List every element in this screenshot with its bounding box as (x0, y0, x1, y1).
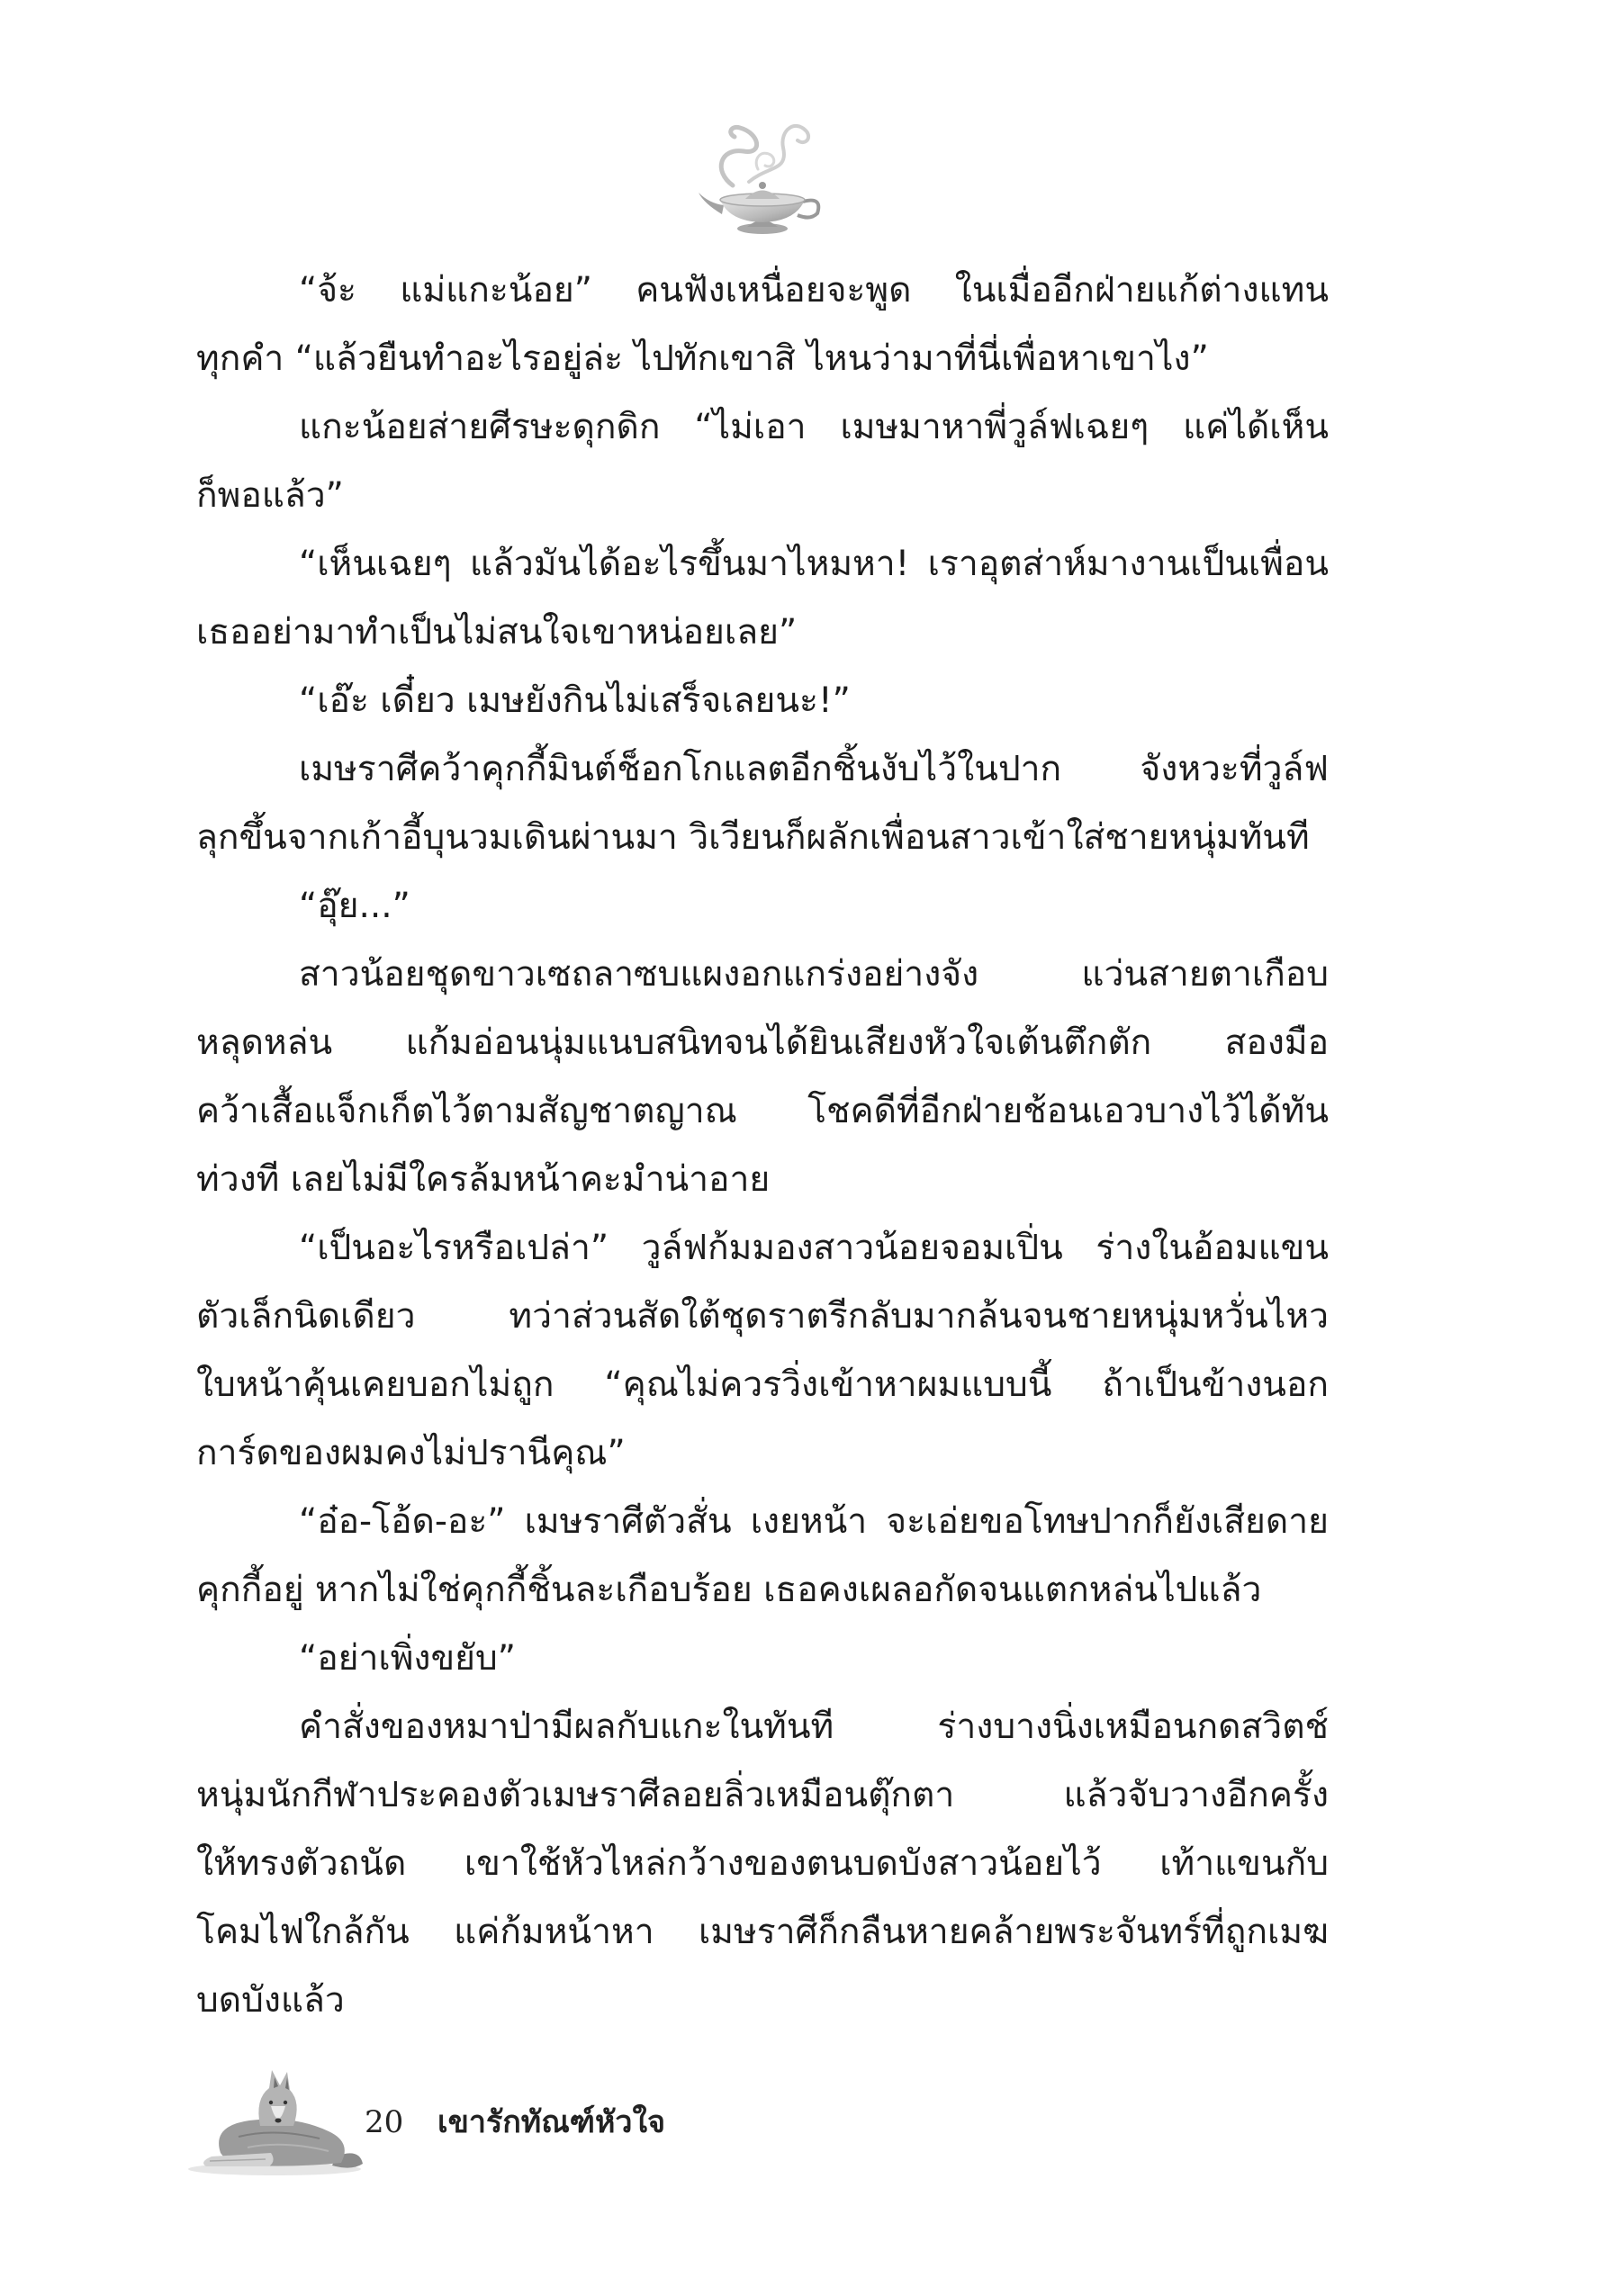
text-line: “เป็นอะไรหรือเปล่า” วูล์ฟก้มมองสาวน้อยจอมเปิ่น ร่างในอ้อมแขน (299, 1228, 1329, 1268)
paragraph (196, 1625, 1329, 1693)
text-line: ท่วงที เลยไม่มีใครล้มหน้าคะมำน่าอาย (196, 1159, 771, 1200)
text-line: ก็พอแล้ว” (196, 475, 344, 516)
text-line: แกะน้อยส่ายศีรษะดุกดิก “ไม่เอา เมษมาหาพี่วูล์ฟเฉยๆ แค่ได้เห็น (299, 407, 1329, 447)
page-number: 20 (365, 2104, 404, 2140)
book-title: เขารักทัณฑ์หัวใจ (437, 2104, 666, 2140)
paragraph (196, 667, 1329, 735)
text-line: โคมไฟใกล้กัน แค่ก้มหน้าหา เมษราศีก็กลืนหายคล้ายพระจันทร์ที่ถูกเมฆ (196, 1912, 1329, 1952)
text-line: “เห็นเฉยๆ แล้วมันได้อะไรขึ้นมาไหมหา! เราอุตส่าห์มางานเป็นเพื่อน (299, 544, 1329, 584)
text-line: “อย่าเพิ่งขยับ” (299, 1638, 516, 1679)
text-line: สาวน้อยชุดขาวเซถลาซบแผงอกแกร่งอย่างจัง แว่นสายตาเกือบ (299, 954, 1329, 995)
text-line: บดบังแล้ว (196, 1980, 345, 2021)
text-line: “เอ๊ะ เดี๋ยว เมษยังกินไม่เสร็จเลยนะ!” (299, 680, 851, 721)
paragraph (196, 1214, 1329, 1488)
text-line: คุกกี้อยู่ หากไม่ใช่คุกกี้ชิ้นละเกือบร้อย เธอคงเผลอกัดจนแตกหล่นไปแล้ว (196, 1570, 1262, 1610)
paragraph (196, 530, 1329, 667)
text-line: หลุดหล่น แก้มอ่อนนุ่มแนบสนิทจนได้ยินเสียงหัวใจเต้นตึกตัก สองมือ (196, 1022, 1329, 1063)
text-line: ใบหน้าคุ้นเคยบอกไม่ถูก “คุณไม่ควรวิ่งเข้าหาผมแบบนี้ ถ้าเป็นข้างนอก (196, 1364, 1329, 1405)
text-line: ทุกคำ “แล้วยืนทำอะไรอยู่ล่ะ ไปทักเขาสิ ไหนว่ามาที่นี่เพื่อหาเขาไง” (196, 338, 1209, 379)
text-line: ตัวเล็กนิดเดียว ทว่าส่วนสัดใต้ชุดราตรีกลับมากล้นจนชายหนุ่มหวั่นไหว (196, 1296, 1329, 1337)
genie-lamp-icon (695, 106, 830, 241)
paragraph (196, 872, 1329, 941)
text-line: คว้าเสื้อแจ็กเก็ตไว้ตามสัญชาตญาณ โชคดีที่อีกฝ่ายช้อนเอวบางไว้ได้ทัน (196, 1091, 1329, 1131)
text-line: “อ๋อ-โอ้ด-อะ” เมษราศีตัวสั่น เงยหน้า จะเอ่ยขอโทษปากก็ยังเสียดาย (299, 1501, 1329, 1542)
paragraph (196, 941, 1329, 1214)
text-line: ลุกขึ้นจากเก้าอี้บุนวมเดินผ่านมา วิเวียนก็ผลักเพื่อนสาวเข้าใส่ชายหนุ่มทันที (196, 817, 1310, 858)
paragraph (196, 257, 1329, 393)
text-line: เมษราศีคว้าคุกกี้มินต์ช็อกโกแลตอีกชิ้นงับไว้ในปาก จังหวะที่วูล์ฟ (299, 749, 1329, 789)
text-line: “อุ๊ย...” (299, 886, 410, 926)
text-line: การ์ดของผมคงไม่ปรานีคุณ” (196, 1433, 626, 1473)
text-line: หนุ่มนักกีฬาประคองตัวเมษราศีลอยลิ่วเหมือนตุ๊กตา แล้วจับวางอีกครั้ง (196, 1775, 1329, 1815)
text-line: ให้ทรงตัวถนัด เขาใช้หัวไหล่กว้างของตนบดบังสาวน้อยไว้ เท้าแขนกับ (196, 1843, 1329, 1884)
paragraph (196, 1693, 1329, 2035)
body-text (196, 257, 1329, 2035)
paragraph (196, 1488, 1329, 1625)
paragraph (196, 393, 1329, 530)
text-line: คำสั่งของหมาป่ามีผลกับแกะในทันที ร่างบางนิ่งเหมือนกดสวิตช์ (299, 1706, 1329, 1747)
wolf-icon (185, 2061, 365, 2178)
paragraph (196, 735, 1329, 872)
text-line: “จ้ะ แม่แกะน้อย” คนฟังเหนื่อยจะพูด ในเมื่ออีกฝ่ายแก้ต่างแทน (299, 270, 1329, 311)
text-line: เธออย่ามาทำเป็นไม่สนใจเขาหน่อยเลย” (196, 612, 798, 653)
